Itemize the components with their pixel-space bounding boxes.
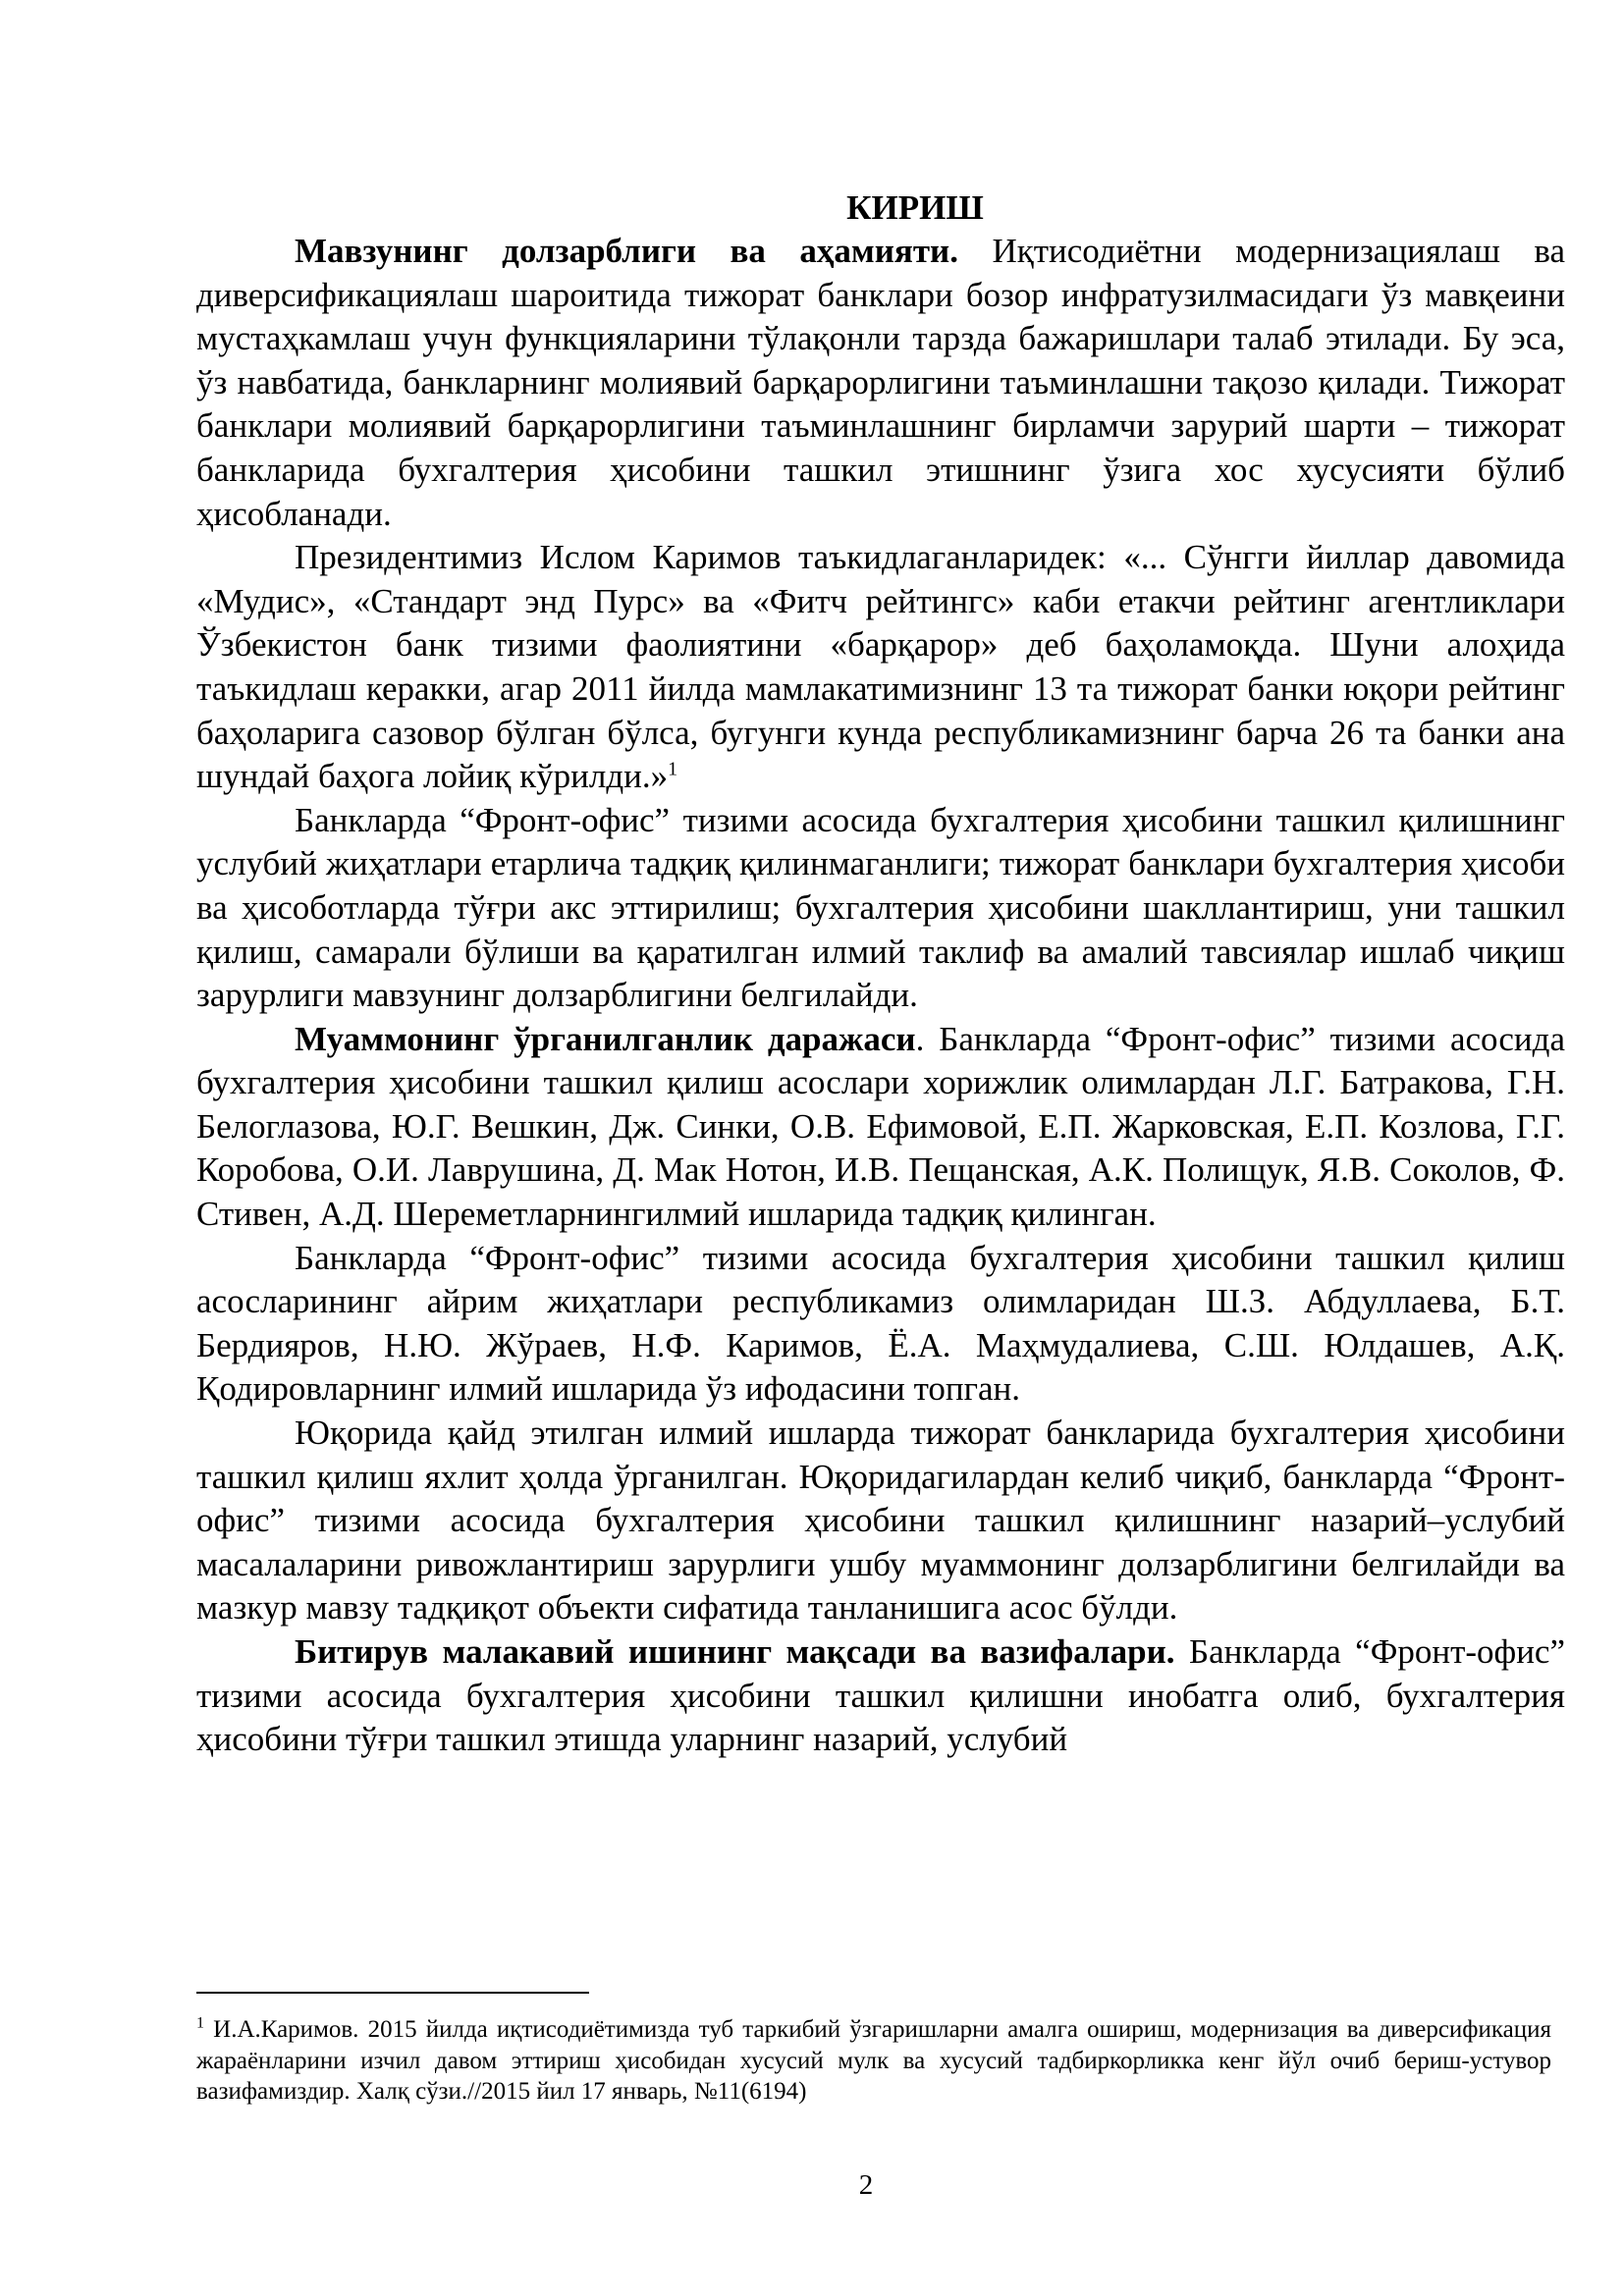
page-title: КИРИШ [846, 188, 984, 227]
paragraph-text: Банкларда “Фронт-офис” тизими асосида бухгалтерия ҳисобини ташкил қилишнинг услубий жиҳатлари етарлича тадқиқ қилинмаганлиги; тижорат банклари бухгалтерия ҳисоби ва ҳисоботларда тўғри акс эттирилиш; бухгалтерия ҳисобини шакллантириш, уни ташкил қилиш, самарали бўлиши ва қаратилган илмий таклиф ва амалий тавсиялар ишлаб чиқиш зарурлиги мавзунинг долзарблигини белгилайди. [196, 800, 1565, 1015]
footnote-separator [196, 1992, 589, 1994]
paragraph-research-degree [196, 1018, 1565, 1237]
footnote-reference[interactable]: 1 [668, 758, 678, 780]
paragraph-relevance [196, 230, 1565, 536]
footnote-text: И.А.Каримов. 2015 йилда иқтисодиётимизда туб таркибий ўзгаришларни амалга ошириш, модернизация ва диверсификация жараёнларини изчил давом эттириш ҳисобидан хусусий мулк ва хусусий тадбиркорликка кенг йўл очиб бериш-устувор вазифамиздир. Халқ сўзи.//2015 йил 17 январь, №11(6194) [196, 2016, 1551, 2105]
page-body [196, 187, 1565, 1762]
paragraph-text: . Банкларда “Фронт-офис” тизими асосида бухгалтерия ҳисобини ташкил қилиш асослари хорижлик олимлардан Л.Г. Батракова, Г.Н. Белоглазова, Ю.Г. Вешкин, Дж. Синки, О.В. Ефимовой, Е.П. Жарковская, Е.П. Козлова, Г.Г. Коробова, О.И. Лаврушина, Д. Мак Нотон, И.В. Пещанская, А.К. Полищук, Я.В. Соколов, Ф. Стивен, А.Д. Шереметларнингилмий ишларида тадқиқ қилинган. [196, 1019, 1566, 1234]
paragraph-front-office-methods [196, 799, 1565, 1018]
paragraph-text: Банкларда “Фронт-офис” тизими асосида бухгалтерия ҳисобини ташкил қилишни инобатга олиб, бухгалтерия ҳисобини тўғри ташкил этишда уларнинг назарий, услубий [196, 1632, 1566, 1759]
paragraph-lead: Битирув малакавий ишининг мақсади ва вазифалари. [295, 1632, 1175, 1671]
paragraph-lead: Мавзунинг долзарблиги ва аҳамияти. [295, 232, 958, 270]
paragraph-local-scholars [196, 1237, 1565, 1412]
paragraph-text: Юқорида қайд этилган илмий ишларда тижорат банкларида бухгалтерия ҳисобини ташкил қилиш яхлит ҳолда ўрганилган. Юқоридагилардан келиб чиқиб, банкларда “Фронт-офис” тизими асосида бухгалтерия ҳисобини ташкил қилишнинг назарий–услубий масалаларини ривожлантириш зарурлиги ушбу муаммонинг долзарблигини белгилайди ва мазкур мавзу тадқиқот объекти сифатида танланишига асос бўлди. [196, 1414, 1565, 1628]
paragraph-text: Банкларда “Фронт-офис” тизими асосида бухгалтерия ҳисобини ташкил қилиш асосларининг айрим жиҳатлари республикамиз олимларидан Ш.З. Абдуллаева, Б.Т. Бердияров, Н.Ю. Жўраев, Н.Ф. Каримов, Ё.А. Маҳмудалиева, С.Ш. Юлдашев, А.Қ. Қодировларнинг илмий ишларида ўз ифодасини топган. [196, 1238, 1565, 1409]
paragraph-president-quote [196, 536, 1565, 799]
footnote [196, 2014, 1551, 2108]
paragraph-text: Президентимиз Ислом Каримов таъкидлаганларидек: «... Сўнгги йиллар давомида «Мудис», «Стандарт энд Пурс» ва «Фитч рейтингс» каби етакчи рейтинг агентликлари Ўзбекистон банк тизими фаолиятини «барқарор» деб баҳоламоқда. Шуни алоҳида таъкидлаш керакки, агар 2011 йилда мамлакатимизнинг 13 та тижорат банки юқори рейтинг баҳоларига сазовор бўлган бўлса, бугунги кунда республикамизнинг барча 26 та банки ана шундай баҳога лойиқ кўрилди.» [196, 538, 1565, 796]
paragraph-research-gap [196, 1412, 1565, 1630]
paragraph-text: Иқтисодиётни модернизациялаш ва диверсификациялаш шароитида тижорат банклари бозор инфратузилмасидаги ўз мавқеини мустаҳкамлаш учун функцияларини тўлақонли тарзда бажаришлари талаб этилади. Бу эса, ўз навбатида, банкларнинг молиявий барқарорлигини таъминлашни тақозо қилади. Тижорат банклари молиявий барқарорлигини таъминлашнинг бирламчи зарурий шарти – тижорат банкларида бухгалтерия ҳисобини ташкил этишнинг ўзига хос хусусияти бўлиб ҳисобланади. [196, 232, 1565, 533]
page-number: 2 [858, 2169, 874, 2201]
paragraph-goals [196, 1630, 1565, 1762]
footnote-marker: 1 [196, 2014, 204, 2032]
paragraph-lead: Муаммонинг ўрганилганлик даражаси [295, 1019, 916, 1058]
